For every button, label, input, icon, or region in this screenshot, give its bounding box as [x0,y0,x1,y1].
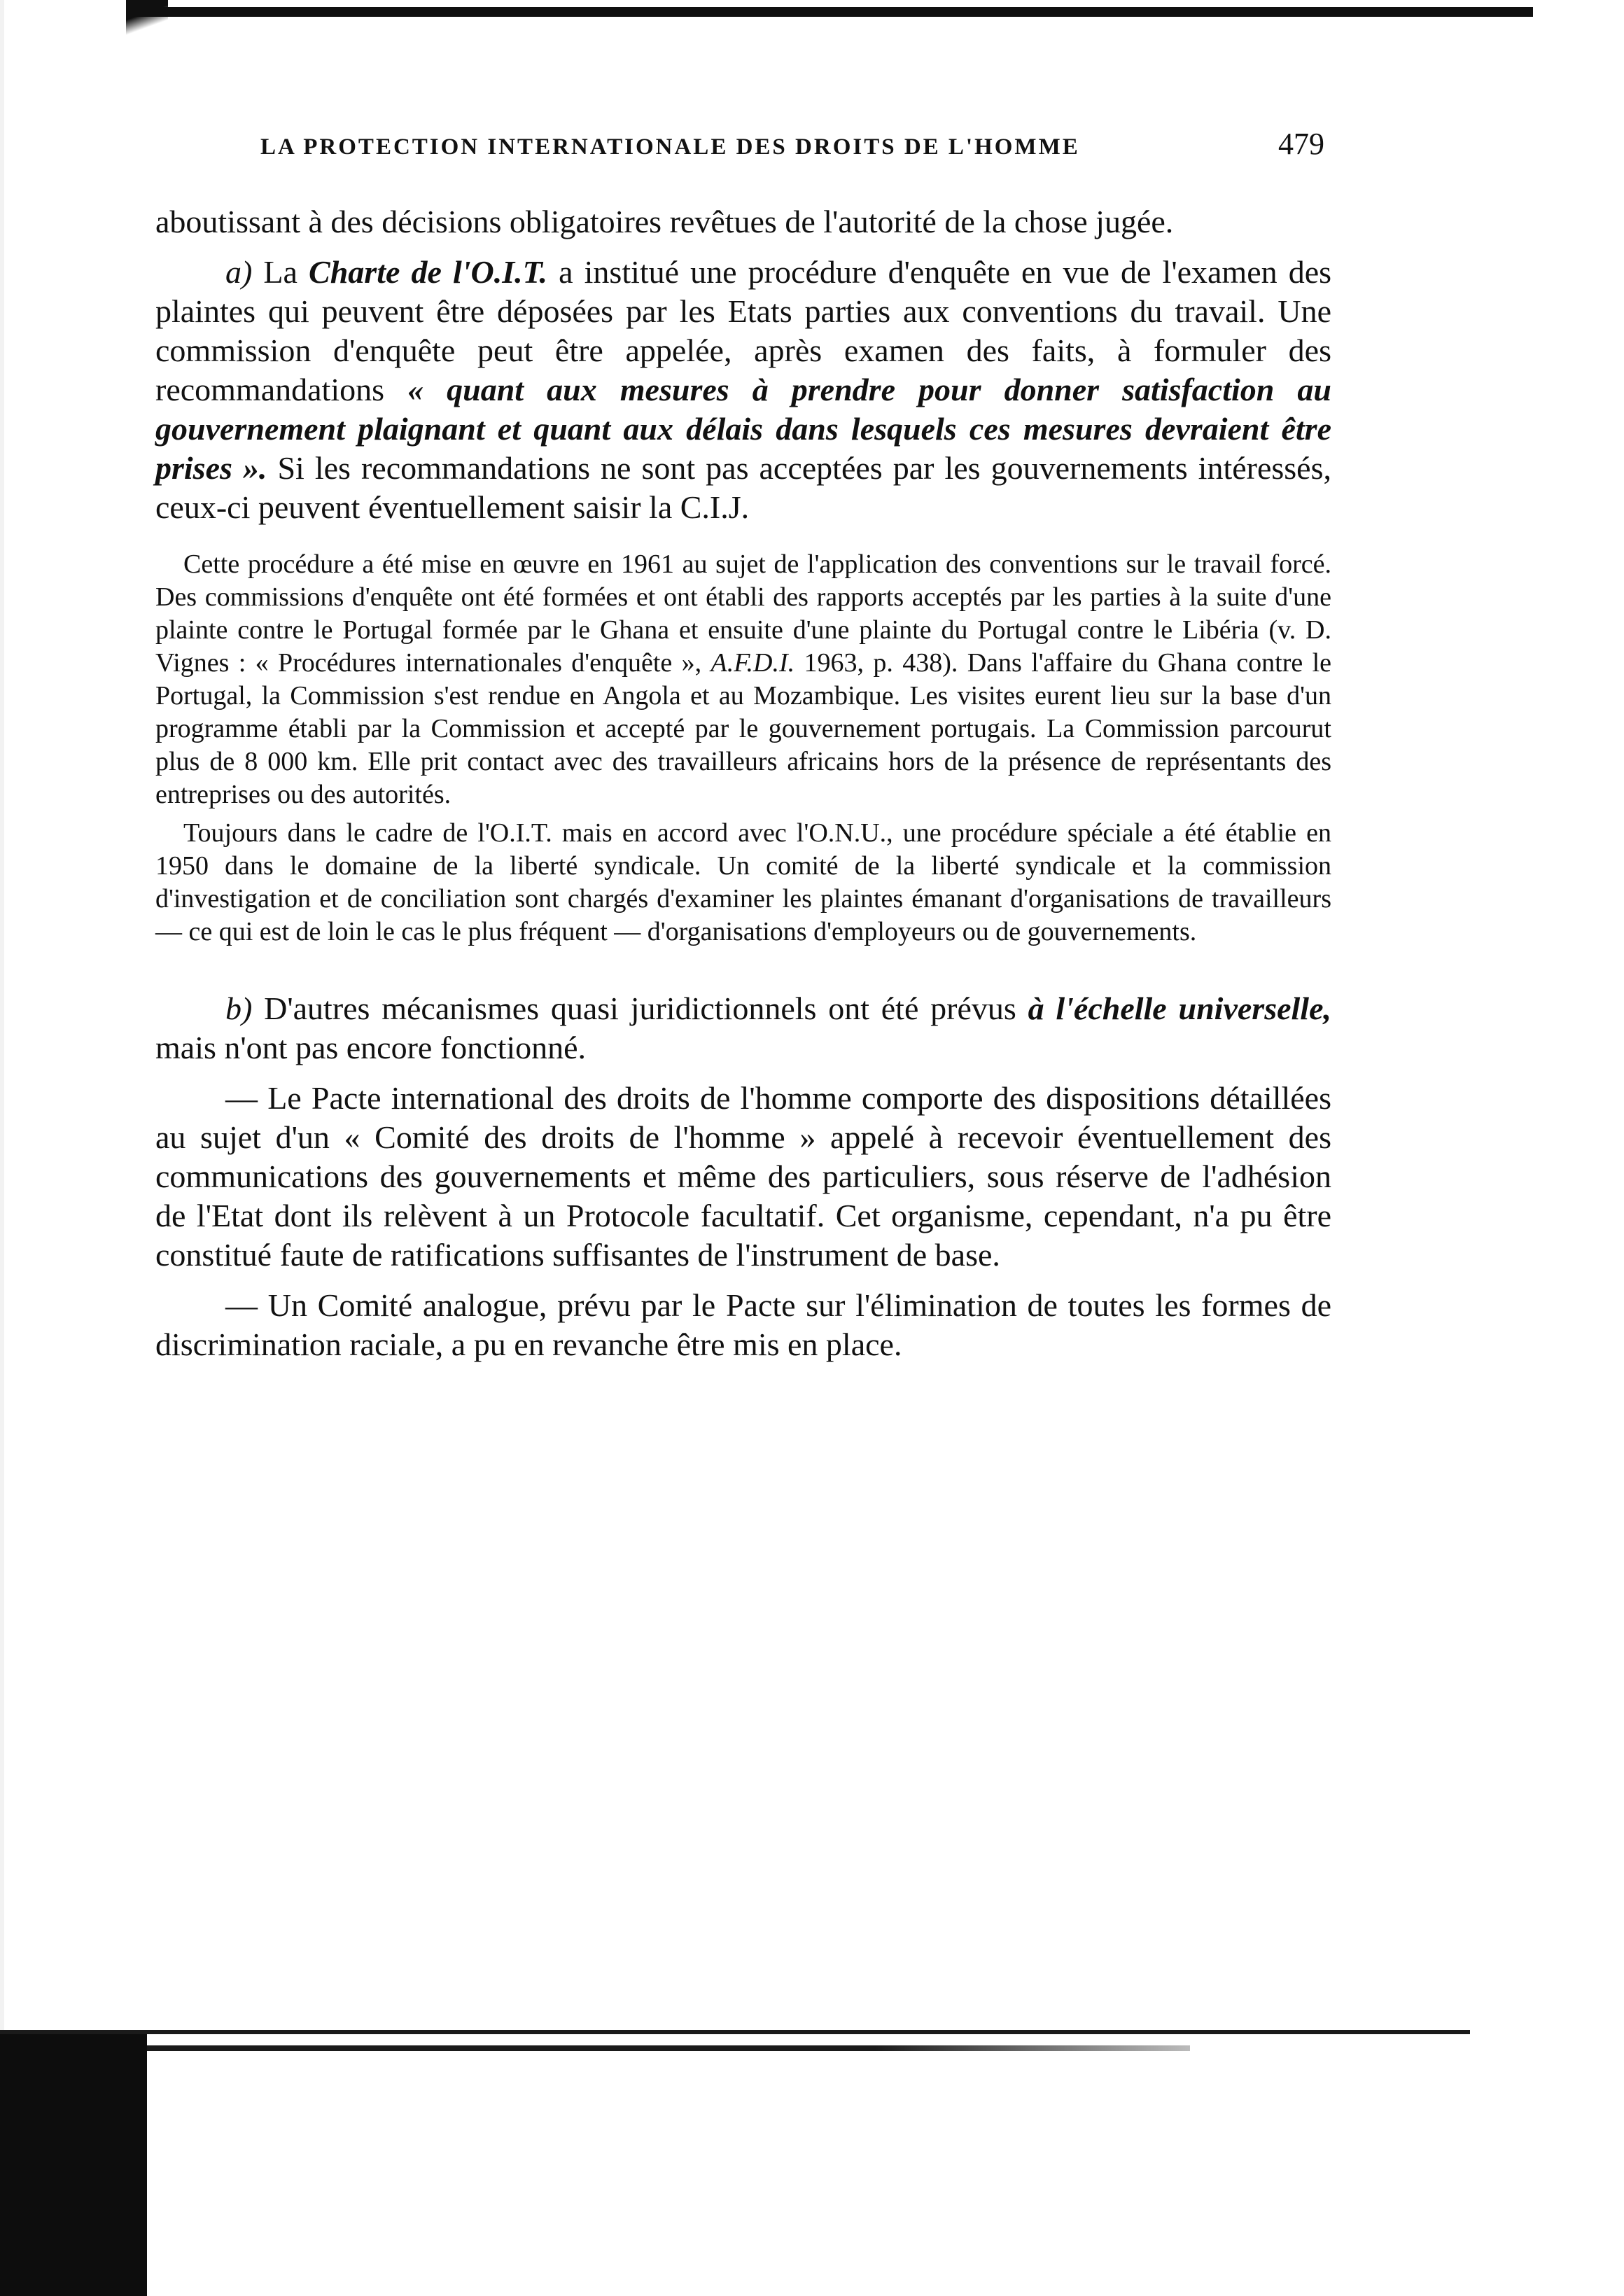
list-marker-a: a) [225,254,253,290]
note-text-2: Toujours dans le cadre de l'O.I.T. mais en accord avec l'O.N.U., une procédure spéciale a été établie en 1950 dans le domaine de la liberté syndicale. Un comité de la liberté syndicale et la commission d'investigation et de conciliation sont chargés d'examiner les plaintes émanant d'organisations de travailleurs — ce qui est de loin le cas le plus fréquent — d'organisations d'employeurs ou de gouvernements. [155,818,1331,946]
running-head-title: LA PROTECTION INTERNATIONALE DES DROITS DE L'HOMME [260,134,1080,160]
scan-bottom-rule [0,2030,1470,2034]
paragraph-continuation-text: aboutissant à des décisions obligatoires revêtues de l'autorité de la chose jugée. [155,204,1174,239]
running-head [155,126,1331,162]
emphasis-universelle: à l'échelle universelle, [1028,990,1331,1026]
note-paragraph-2 [155,817,1331,948]
paragraph-comite-text: — Un Comité analogue, prévu par le Pacte sur l'élimination de toutes les formes de discrimination raciale, a pu en revanche être mis en place. [155,1287,1331,1362]
note-paragraph-1 [155,548,1331,811]
note-reference: A.F.D.I. [710,648,795,678]
quotation: « quant aux mesures à prendre pour donner satisfaction au gouvernement plaignant et quant aux délais dans lesquels ces mesures devraient être prises ». [155,372,1332,486]
charte-title: Charte de l'O.I.T. [309,254,548,290]
document-page [155,126,1331,1376]
main-text-continued [155,989,1331,1364]
spacer [155,969,1331,989]
scan-top-border [133,7,1533,17]
paragraph-pacte-text: — Le Pacte international des droits de l'homme comporte des dispositions détaillées au sujet d'un « Comité des droits de l'homme » appelé à recevoir éventuellement des communications des gouvernements et même des particuliers, sous réserve de l'adhésion de l'Etat dont ils relèvent à un Protocole facultatif. Cet organisme, cependant, n'a pu être constitué faute de ratifications suffisantes de l'instrument de base. [155,1080,1331,1273]
paragraph-body: D'autres mécanismes quasi juridictionnels ont été prévus [264,990,1016,1026]
note-block [155,548,1331,948]
paragraph-body-end: mais n'ont pas encore fonctionné. [155,1030,587,1065]
page-number: 479 [1278,127,1324,161]
paragraph-body-end: Si les recommandations ne sont pas acceptées par les gouvernements intéressés, ceux-ci peuvent éventuellement saisir la C.I.J. [155,450,1331,525]
scan-bottom-rule-secondary [140,2045,1190,2051]
scan-bottom-shadow [0,2034,147,2296]
scan-top-shadow [126,0,168,35]
paragraph-comite-analogue [155,1286,1331,1364]
paragraph-mecanismes [155,989,1331,1068]
scan-left-edge [0,0,4,2030]
paragraph-charte-oit [155,253,1331,527]
paragraph-pacte [155,1079,1331,1275]
paragraph-body: a institué une procédure d'enquête en vue de l'examen des plaintes qui peuvent être déposées par les Etats parties aux conventions du travail. Une commission d'enquête peut être appelée, après examen des faits, à formuler des recommandations [155,254,1332,407]
main-text [155,202,1331,527]
note-text-cont: 1963, p. 438). Dans l'affaire du Ghana contre le Portugal, la Commission s'est rendue en Angola et au Mozambique. Les visites eurent lieu sur la base d'un programme établi par la Commission et accepté par le gouvernement portugais. La Commission parcourut plus de 8 000 km. Elle prit contact avec des travailleurs africains hors de la présence de représentants des entreprises ou des autorités. [155,648,1332,809]
paragraph-lead: La [263,254,298,290]
list-marker-b: b) [225,990,253,1026]
paragraph-continuation [155,202,1331,241]
note-text: Cette procédure a été mise en œuvre en 1961 au sujet de l'application des conventions sur le travail forcé. Des commissions d'enquête ont été formées et ont établi des rapports acceptés par les parties à la suite d'une plainte contre le Portugal formée par le Ghana et ensuite d'une plainte du Portugal contre le Libéria (v. D. Vignes : « Procédures internationales d'enquête », [155,550,1331,678]
